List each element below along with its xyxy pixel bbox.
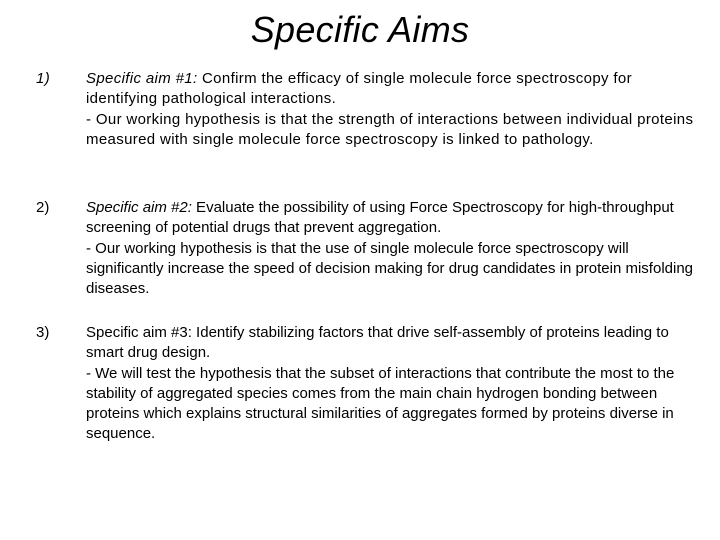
aim-body <box>86 69 698 150</box>
aim-body <box>86 198 698 299</box>
page-title: Specific Aims <box>250 9 470 50</box>
aim-label: Specific aim #1: <box>86 70 198 87</box>
aim-goal: Confirm the efficacy of single molecule force spectroscopy for identifying pathological interactions. <box>86 70 632 107</box>
aim-heading <box>86 69 698 109</box>
aim-goal: Identify stabilizing factors that drive self-assembly of proteins leading to smart drug design. <box>86 324 669 361</box>
aim-goal: Evaluate the possibility of using Force Spectroscopy for high-throughput screening of potential drugs that prevent aggregation. <box>86 199 674 236</box>
aim-hypothesis: - Our working hypothesis is that the use of single molecule force spectroscopy will significantly increase the speed of decision making for drug candidates in protein misfolding diseases. <box>86 240 694 297</box>
aim-hypothesis: - Our working hypothesis is that the strength of interactions between individual proteins measured with single molecule force spectroscopy is linked to pathology. <box>86 111 694 148</box>
aim-heading <box>86 198 698 238</box>
aim-heading <box>86 323 698 363</box>
aim-label: Specific aim #2: <box>86 199 192 216</box>
aim-number: 2) <box>36 199 50 216</box>
aim-hypothesis: - We will test the hypothesis that the subset of interactions that contribute the most to the stability of aggregated species comes from the main chain hydrogen bonding between proteins which explains structural similarities of aggregates formed by proteins diverse in sequence. <box>86 365 675 442</box>
aim-body <box>86 323 698 444</box>
aim-label: Specific aim #3: <box>86 324 192 341</box>
aim-number: 3) <box>36 324 50 341</box>
aim-number: 1) <box>36 70 51 87</box>
